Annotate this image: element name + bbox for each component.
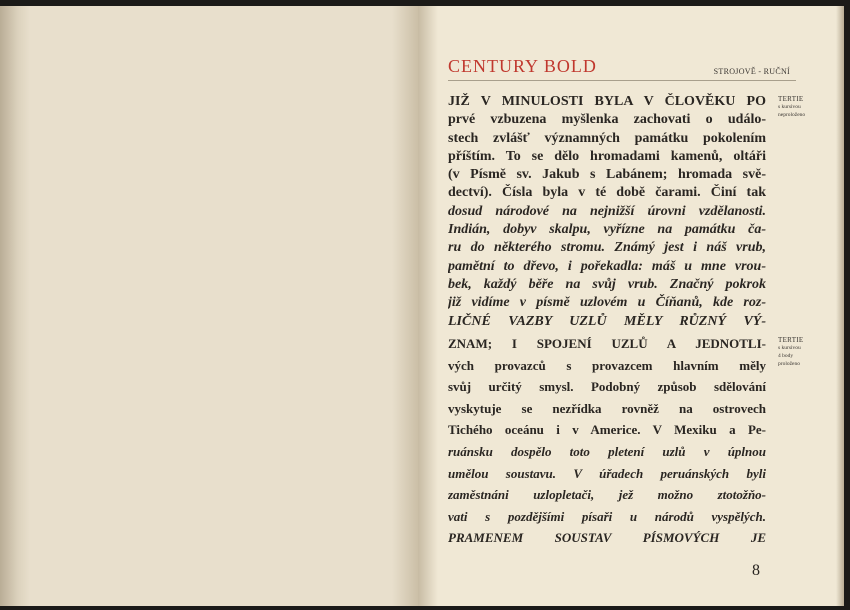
text-line: Tichého oceánu i v Americe. V Mexiku a Pe-	[448, 422, 766, 438]
text-line: Indián, dobyv skalpu, vyřízne na památku ča-	[448, 222, 766, 238]
text-line: umělou soustavu. V úřadech peruánských byli	[448, 465, 766, 481]
margin-note-title: TERTIE	[778, 336, 804, 344]
right-page-gutter-shadow	[418, 6, 438, 606]
text-line: příštím. To se dělo hromadami kamenů, oltáři	[448, 148, 766, 164]
margin-note-line: s kursivou	[778, 104, 801, 110]
text-line: JIŽ V MINULOSTI BYLA V ČLOVĚKU PO	[448, 94, 766, 109]
typeface-title: CENTURY BOLD	[448, 56, 597, 76]
typesetting-method: STROJOVĚ - RUČNÍ	[713, 67, 790, 76]
text-line: dosud národové na nejnižší úrovni vzdělanosti.	[448, 203, 766, 219]
margin-note-1	[778, 95, 842, 119]
text-line: dectví). Čísla byla v té době čarami. Činí tak	[448, 185, 766, 201]
left-page-gutter-shadow	[392, 6, 418, 606]
margin-note-line: neproloženo	[778, 112, 806, 118]
text-line: svůj určitý smysl. Podobný způsob sdělování	[448, 379, 766, 395]
text-line: (v Písmě sv. Jakub s Labánem; hromada svě-	[448, 167, 766, 183]
text-line: vyskytuje se nezřídka rovněž na ostrovech	[448, 400, 766, 416]
text-block-wide-spacing	[448, 333, 766, 549]
text-block-tight-spacing	[448, 93, 766, 331]
text-line: stech zvlášť významných památku pokolením	[448, 130, 766, 146]
text-line: ruánsku dospělo toto pletení uzlů v úplnou	[448, 443, 766, 459]
margin-note-line: proloženo	[778, 361, 800, 367]
text-line: LIČNÉ VAZBY UZLŮ MĚLY RŮZNÝ VÝ-	[448, 313, 766, 329]
text-line: prvé vzbuzena myšlenka zachovati o událo-	[448, 112, 766, 128]
text-line: vých provazců s provazcem hlavním měly	[448, 357, 766, 373]
text-line: již vidíme v písmě uzlovém u Číňanů, kde roz-	[448, 295, 766, 311]
margin-note-line: 4 body	[778, 353, 794, 359]
left-page-blank	[0, 6, 418, 606]
page-header	[448, 56, 796, 81]
margin-note-line: s kursivou	[778, 345, 801, 351]
text-line: ru do některého stromu. Známý jest i náš vrub,	[448, 240, 766, 256]
page-number: 8	[752, 562, 760, 579]
text-line: pamětní to dřevo, i pořekadla: máš u mne vrou-	[448, 258, 766, 274]
text-line: zaměstnáni uzlopletači, jež možno ztotožňo-	[448, 487, 766, 503]
margin-note-title: TERTIE	[778, 95, 804, 103]
text-line: bek, každý běře na svůj vrub. Značný pokrok	[448, 276, 766, 292]
text-line: ZNAM; I SPOJENÍ UZLŮ A JEDNOTLI-	[448, 336, 766, 351]
text-line: PRAMENEM SOUSTAV PÍSMOVÝCH JE	[448, 530, 766, 546]
left-page-edge	[0, 6, 30, 606]
text-line: vati s pozdějšími písaři u národů vyspělých.	[448, 508, 766, 524]
margin-note-2	[778, 336, 842, 368]
